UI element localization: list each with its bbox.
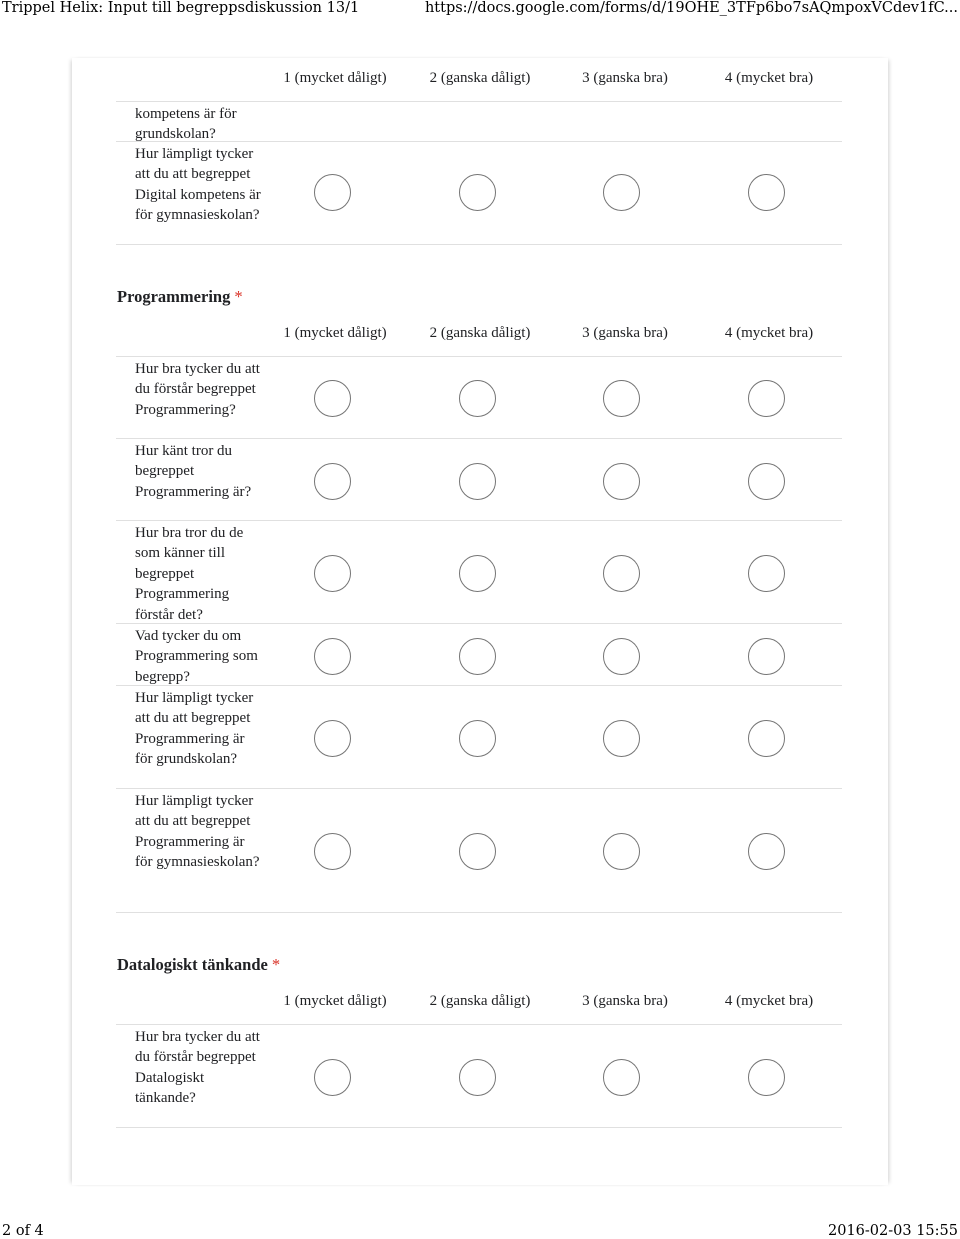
radio-option-1[interactable]	[314, 174, 351, 211]
print-header-url: https://docs.google.com/forms/d/19OHE_3TFp6bo7sAQmpoxVCdev1fC...	[424, 0, 958, 16]
grid-row	[116, 356, 842, 439]
grid-row	[116, 101, 842, 142]
row-question: Hur lämpligt tycker att du att begreppet Programmering är för grundskolan?	[135, 690, 254, 768]
section-title-programmering	[117, 287, 243, 307]
required-asterisk: *	[234, 287, 243, 306]
scale-label-3: 3 (ganska bra)	[582, 993, 668, 1009]
radio-option-2[interactable]	[459, 555, 496, 592]
page-number: 2 of 4	[2, 1223, 44, 1239]
scale-header	[116, 325, 842, 349]
scale-label-1: 1 (mycket dåligt)	[283, 325, 387, 341]
scale-label-4: 4 (mycket bra)	[724, 993, 814, 1009]
row-question: Hur känt tror du begreppet Programmering är?	[135, 443, 252, 500]
required-asterisk: *	[271, 955, 281, 974]
radio-option-3[interactable]	[603, 720, 640, 757]
scale-label-4: 4 (mycket bra)	[724, 325, 814, 341]
radio-option-3[interactable]	[603, 555, 640, 592]
radio-option-2[interactable]	[459, 720, 496, 757]
radio-option-3[interactable]	[603, 833, 640, 870]
radio-option-3[interactable]	[603, 380, 640, 417]
scale-label-3: 3 (ganska bra)	[582, 70, 668, 86]
radio-option-2[interactable]	[459, 380, 496, 417]
grid-row	[116, 685, 842, 789]
grid-row	[116, 438, 842, 521]
section-title-text: Datalogiskt tänkande	[117, 955, 268, 974]
radio-option-3[interactable]	[603, 1059, 640, 1096]
radio-option-4[interactable]	[748, 463, 785, 500]
grid-end-divider	[116, 912, 842, 913]
radio-option-4[interactable]	[748, 174, 785, 211]
radio-option-1[interactable]	[314, 638, 351, 675]
radio-option-1[interactable]	[314, 1059, 351, 1096]
scale-label-4: 4 (mycket bra)	[724, 70, 814, 86]
radio-option-1[interactable]	[314, 555, 351, 592]
radio-option-4[interactable]	[748, 1059, 785, 1096]
row-question: Hur lämpligt tycker att du att begreppet Programmering är för gymnasieskolan?	[135, 793, 260, 871]
radio-option-3[interactable]	[603, 638, 640, 675]
scale-label-2: 2 (ganska dåligt)	[429, 993, 531, 1009]
scale-label-2: 2 (ganska dåligt)	[429, 325, 531, 341]
radio-option-2[interactable]	[459, 638, 496, 675]
print-header	[0, 0, 960, 18]
radio-option-4[interactable]	[748, 638, 785, 675]
row-question: Hur lämpligt tycker att du att begreppet Digital kompetens är för gymnasieskolan?	[135, 146, 261, 224]
scale-header	[116, 70, 842, 94]
section-title-text: Programmering	[117, 287, 231, 306]
radio-option-1[interactable]	[314, 380, 351, 417]
radio-option-4[interactable]	[748, 833, 785, 870]
scale-label-1: 1 (mycket dåligt)	[283, 993, 387, 1009]
grid-end-divider	[116, 244, 842, 245]
row-question: Hur bra tycker du att du förstår begreppet Programmering?	[135, 361, 260, 418]
grid-row	[116, 788, 842, 912]
grid-row	[116, 623, 842, 686]
row-question: Hur bra tycker du att du förstår begreppet Datalogiskt tänkande?	[135, 1029, 260, 1107]
scale-header	[116, 993, 842, 1017]
scale-label-3: 3 (ganska bra)	[582, 325, 668, 341]
radio-option-2[interactable]	[459, 463, 496, 500]
grid-end-divider	[116, 1127, 842, 1128]
radio-option-2[interactable]	[459, 833, 496, 870]
print-datetime: 2016-02-03 15:55	[828, 1223, 958, 1239]
scale-label-1: 1 (mycket dåligt)	[283, 70, 387, 86]
radio-option-1[interactable]	[314, 463, 351, 500]
row-question: Hur bra tror du de som känner till begreppet Programmering förstår det?	[135, 525, 244, 623]
radio-option-1[interactable]	[314, 720, 351, 757]
grid-row	[116, 141, 842, 244]
grid-row	[116, 1024, 842, 1128]
grid-row	[116, 520, 842, 624]
radio-option-1[interactable]	[314, 833, 351, 870]
scale-label-2: 2 (ganska dåligt)	[429, 70, 531, 86]
print-header-title: Trippel Helix: Input till begreppsdiskussion 13/1	[2, 0, 360, 16]
radio-option-3[interactable]	[603, 463, 640, 500]
radio-option-2[interactable]	[459, 174, 496, 211]
radio-option-3[interactable]	[603, 174, 640, 211]
radio-option-2[interactable]	[459, 1059, 496, 1096]
row-question: kompetens är för grundskolan?	[135, 106, 237, 143]
section-title-datalogiskt-tankande	[117, 955, 280, 975]
row-question: Vad tycker du om Programmering som begrepp?	[135, 628, 258, 685]
radio-option-4[interactable]	[748, 555, 785, 592]
radio-option-4[interactable]	[748, 380, 785, 417]
radio-option-4[interactable]	[748, 720, 785, 757]
